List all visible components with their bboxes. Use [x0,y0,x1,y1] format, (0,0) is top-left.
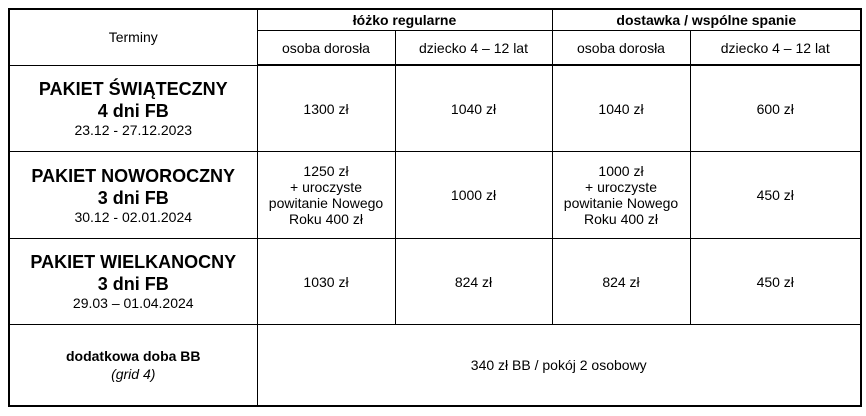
price-bed-adult [257,152,395,239]
price-line: + uroczyste [585,179,657,195]
package-duration: 3 dni FB [97,187,169,208]
price-bed-adult [257,239,395,325]
price-line: Roku 400 zł [584,211,658,227]
col-header-bed-child: dziecko 4 – 12 lat [395,31,552,66]
package-name: PAKIET ŚWIĄTECZNY [38,78,228,99]
table-row-extra-night [9,325,861,407]
price-extra-child [690,65,861,152]
price-line: 1000 zł [598,163,644,179]
table-row [9,239,861,325]
price-line: 1040 zł [450,100,497,117]
package-name: PAKIET WIELKANOCNY [30,252,237,272]
price-line: powitanie Nowego [563,195,679,211]
price-line: 1250 zł [303,163,349,179]
price-extra-child [690,152,861,239]
price-extra-adult [552,65,690,152]
extra-night-price: 340 zł BB / pokój 2 osobowy [257,325,861,407]
package-dates: 23.12 - 27.12.2023 [74,121,193,138]
package-cell [9,239,257,325]
price-bed-adult [257,65,395,152]
package-duration: 3 dni FB [97,274,169,294]
group-header-regular-bed: łóżko regularne [257,9,552,31]
package-duration: 4 dni FB [97,100,169,121]
terms-header-cell [9,9,257,65]
package-dates: 29.03 – 01.04.2024 [72,295,194,311]
price-line: Roku 400 zł [289,211,363,227]
price-table [8,8,862,407]
extra-night-name: dodatkowa doba BB [65,348,201,364]
price-extra-adult [552,152,690,239]
extra-night-note: (grid 4) [111,366,156,382]
price-line: 1040 zł [598,100,644,117]
package-name: PAKIET NOWOROCZNY [31,165,236,186]
package-cell [9,152,257,239]
col-header-bed-adult: osoba dorosła [257,31,395,66]
price-extra-child [690,239,861,325]
price-line: powitanie Nowego [268,195,384,211]
price-line: + uroczyste [290,179,362,195]
extra-night-cell [9,325,257,407]
price-bed-child [395,65,552,152]
price-line: 600 zł [756,100,794,117]
price-line: 1300 zł [303,100,349,117]
price-line: 1000 zł [450,187,497,203]
price-line: 824 zł [602,273,640,290]
terms-header-label: Terminy [108,29,158,46]
price-line: 450 zł [756,187,794,203]
table-row [9,152,861,239]
price-line: 1030 zł [303,273,349,290]
price-bed-child [395,239,552,325]
col-header-extra-child: dziecko 4 – 12 lat [690,31,861,66]
group-header-extra-bed: dostawka / wspólne spanie [552,9,861,31]
price-bed-child [395,152,552,239]
header-row-groups [9,9,861,31]
price-extra-adult [552,239,690,325]
table-row [9,65,861,152]
package-dates: 30.12 - 02.01.2024 [74,208,193,225]
col-header-extra-adult: osoba dorosła [552,31,690,66]
price-line: 450 zł [756,273,794,290]
package-cell [9,65,257,152]
price-line: 824 zł [454,273,493,290]
